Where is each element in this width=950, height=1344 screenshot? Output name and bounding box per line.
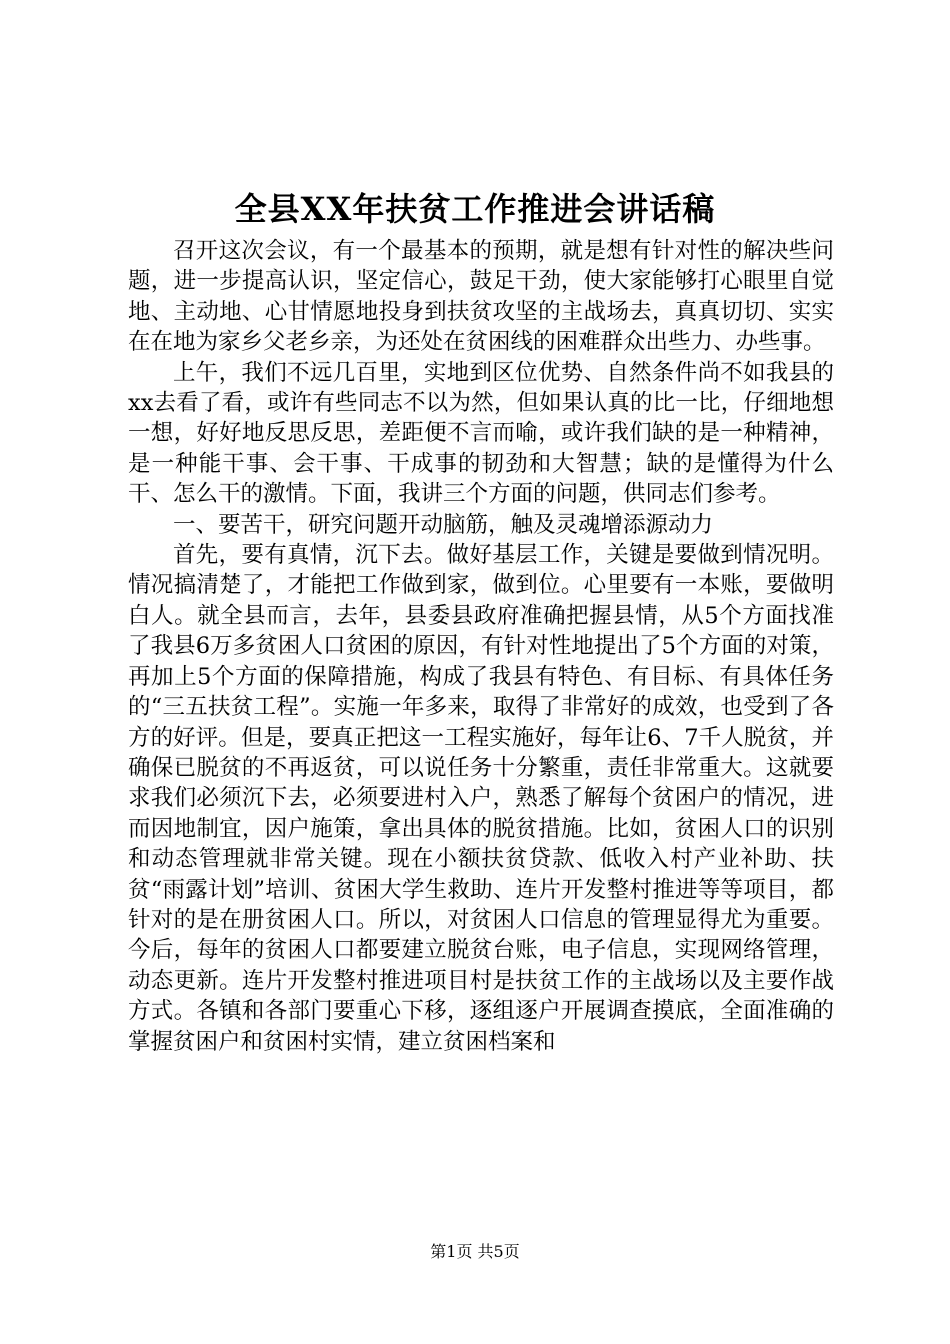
paragraph-2: 上午，我们不远几百里，实地到区位优势、自然条件尚不如我县的xx去看了看，或许有些同志不以为然，但如果认真的比一比，仔细地想一想，好好地反思反思，差距便不言而喻，或许我们缺的是一种精神，是一种能干事、会干事、干成事的韧劲和大智慧；缺的是懂得为什么干、怎么干的激情。下面，我讲三个方面的问题，供同志们参考。 — [128, 359, 834, 508]
document-body — [128, 236, 834, 1057]
paragraph-1: 召开这次会议，有一个最基本的预期，就是想有针对性的解决些问题，进一步提高认识，坚定信心，鼓足干劲，使大家能够打心眼里自觉地、主动地、心甘情愿地投身到扶贫攻坚的主战场去，真真切切、实实在在地为家乡父老乡亲，为还处在贫困线的困难群众出些力、办些事。 — [128, 238, 834, 356]
page-number-footer: 第1页 共5页 — [430, 1242, 520, 1261]
section-heading-1: 一、要苦干，研究问题开动脑筋，触及灵魂增添源动力 — [173, 511, 714, 538]
document-title: 全县XX年扶贫工作推进会讲话稿 — [234, 190, 716, 228]
paragraph-3: 首先，要有真情，沉下去。做好基层工作，关键是要做到情况明。情况搞清楚了，才能把工作做到家，做到位。心里要有一本账，要做明白人。就全县而言，去年，县委县政府准确把握县情，从5个方面找准了我县6万多贫困人口贫困的原因，有针对性地提出了5个方面的对策，再加上5个方面的保障措施，构成了我县有特色、有目标、有具体任务的“三五扶贫工程”。实施一年多来，取得了非常好的成效，也受到了各方的好评。但是，要真正把这一工程实施好，每年让6、7千人脱贫，并确保已脱贫的不再返贫，可以说任务十分繁重，责任非常重大。这就要求我们必须沉下去，必须要进村入户，熟悉了解每个贫困户的情况，进而因地制宜，因户施策，拿出具体的脱贫措施。比如，贫困人口的识别和动态管理就非常关键。现在小额扶贫贷款、低收入村产业补助、扶贫“雨露计划”培训、贫困大学生救助、连片开发整村推进等等项目，都针对的是在册贫困人口。所以，对贫困人口信息的管理显得尤为重要。今后，每年的贫困人口都要建立脱贫台账，电子信息，实现网络管理，动态更新。连片开发整村推进项目村是扶贫工作的主战场以及主要作战方式。各镇和各部门要重心下移，逐组逐户开展调查摸底，全面准确的掌握贫困户和贫困村实情，建立贫困档案和 — [128, 542, 834, 1055]
